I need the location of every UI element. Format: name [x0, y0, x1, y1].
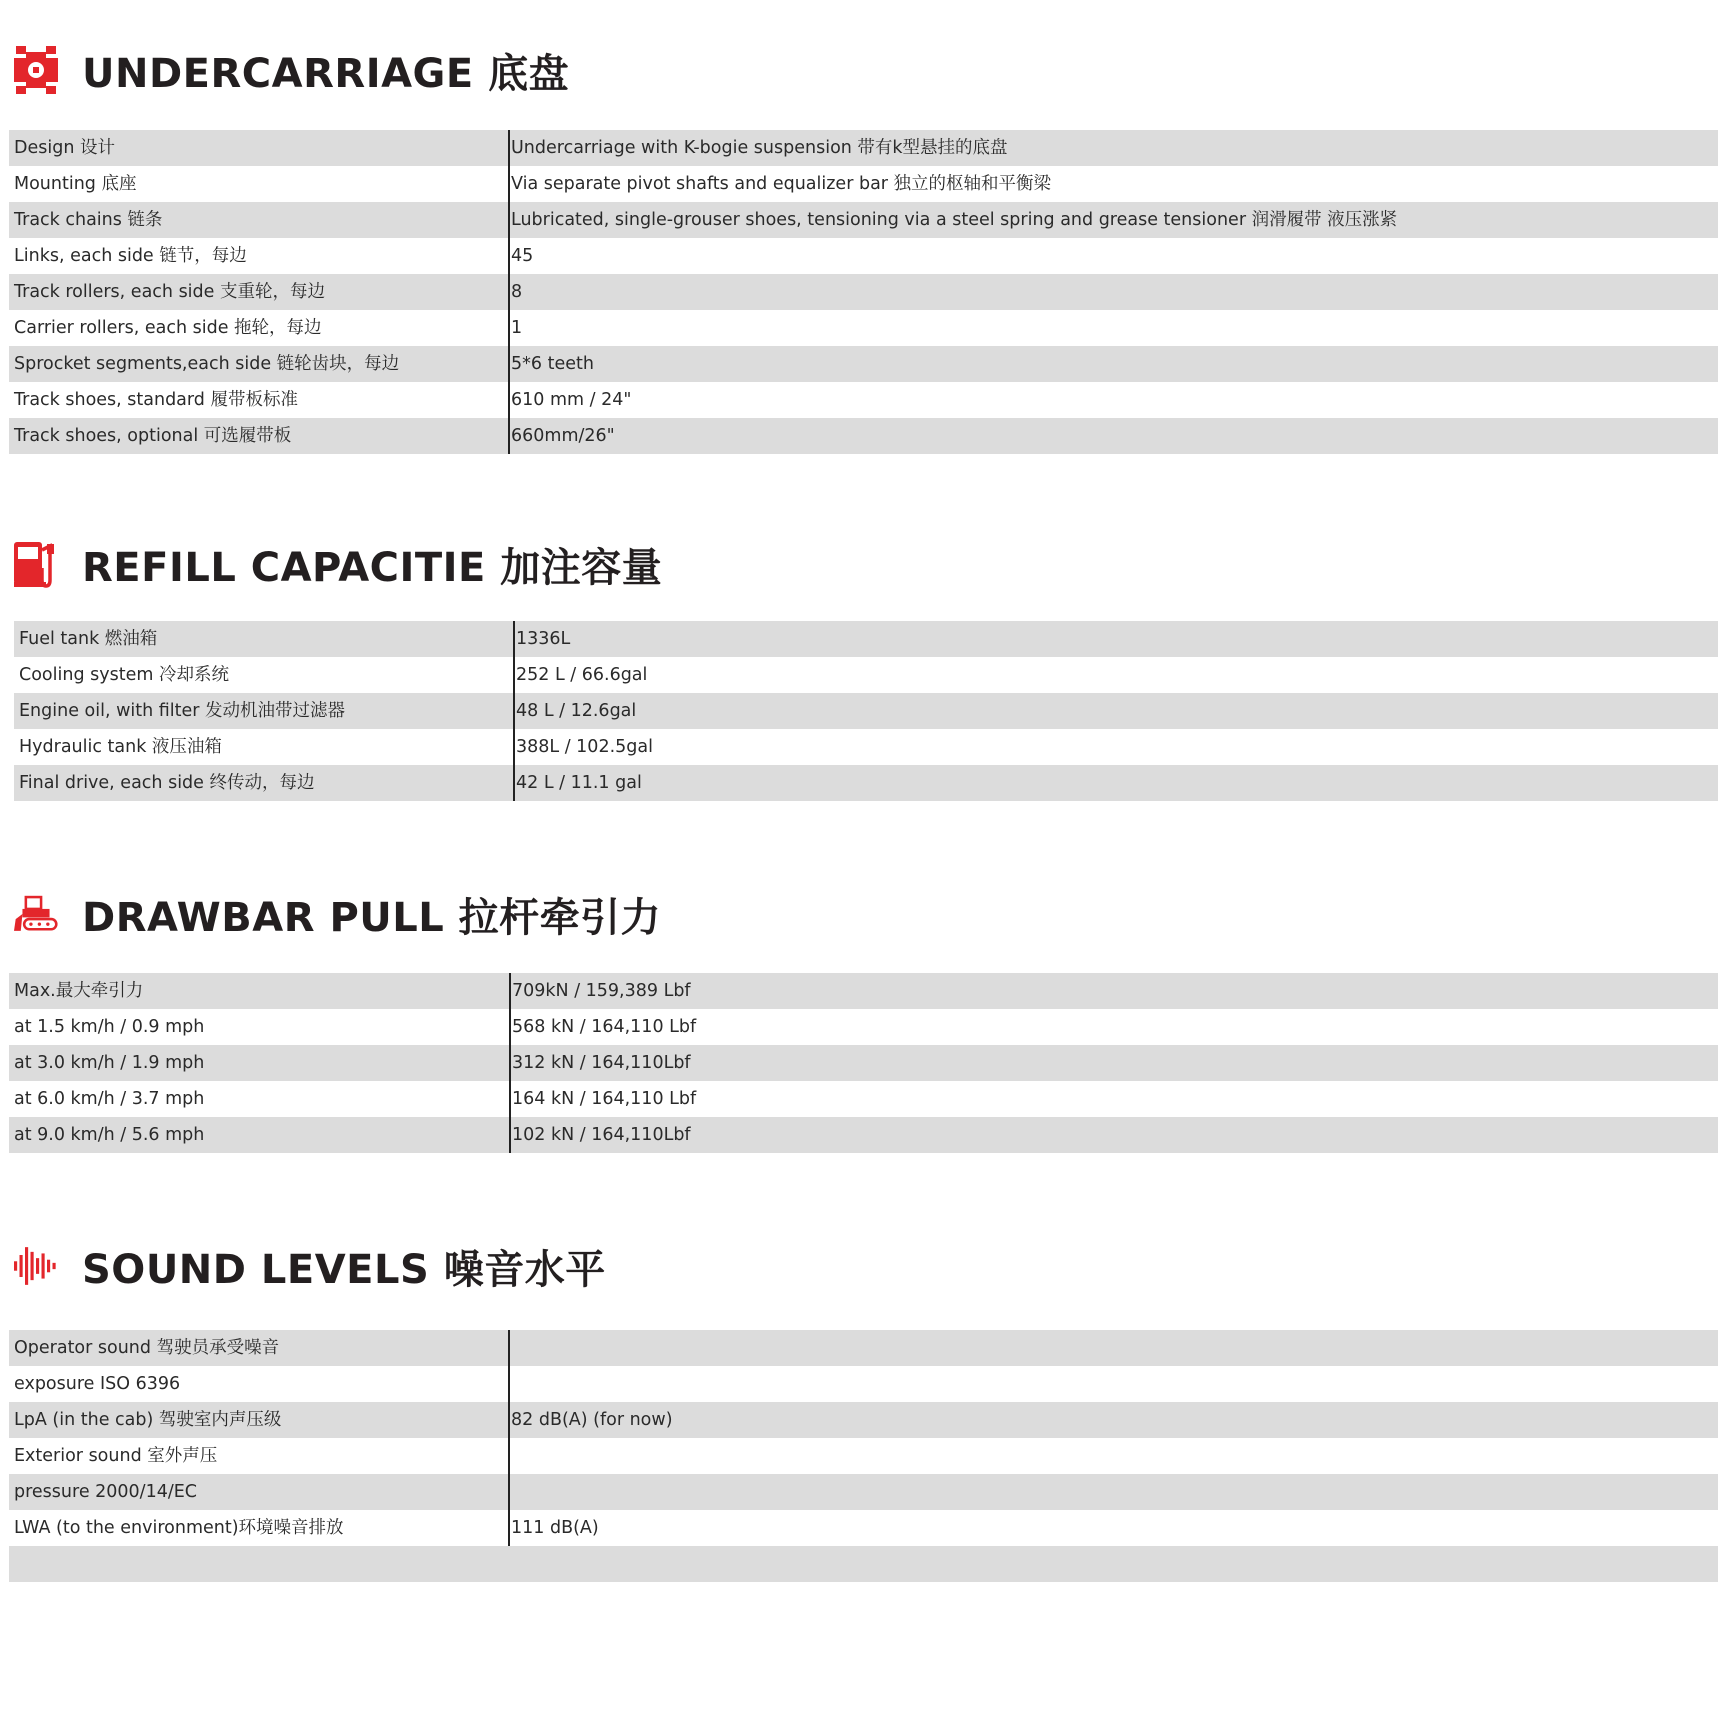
table-row [9, 1438, 1718, 1474]
row-label: Links, each side 链节，每边 [14, 246, 247, 266]
row-label: at 1.5 km/h / 0.9 mph [14, 1017, 205, 1037]
table-row [14, 729, 1718, 765]
row-label: Exterior sound 室外声压 [14, 1446, 218, 1466]
row-label: Sprocket segments,each side 链轮齿块，每边 [14, 354, 400, 374]
row-value: 312 kN / 164,110Lbf [512, 1053, 691, 1073]
fuel-pump-icon [14, 538, 58, 590]
row-label: Mounting 底座 [14, 174, 137, 194]
row-label: Max.最大牵引力 [14, 981, 144, 1001]
table-row [9, 1510, 1718, 1546]
bulldozer-icon [14, 888, 58, 940]
table-row [9, 1474, 1718, 1510]
row-value: 388L / 102.5gal [516, 737, 653, 757]
section-title-sound [14, 1238, 606, 1294]
row-label: Engine oil, with filter 发动机油带过滤器 [19, 701, 346, 721]
spec-table-drawbar [9, 973, 1718, 1153]
table-row [9, 202, 1718, 238]
table-row [9, 1366, 1718, 1402]
row-value: 660mm/26" [511, 426, 615, 446]
table-row [9, 418, 1718, 454]
row-label: pressure 2000/14/EC [14, 1482, 198, 1502]
sound-wave-icon [14, 1240, 58, 1292]
section-title-drawbar [14, 886, 661, 942]
row-value: 111 dB(A) [511, 1518, 599, 1538]
row-value: 45 [511, 246, 534, 266]
spec-table-refill [14, 621, 1718, 801]
table-row [9, 1081, 1718, 1117]
section-heading: SOUND LEVELS 噪音水平 [82, 1246, 606, 1293]
row-label: Final drive, each side 终传动，每边 [19, 773, 315, 793]
column-divider [508, 1330, 510, 1546]
table-row [9, 1045, 1718, 1081]
row-value: 709kN / 159,389 Lbf [512, 981, 691, 1001]
row-label: Track shoes, standard 履带板标准 [14, 390, 298, 410]
table-row [14, 657, 1718, 693]
column-divider [509, 973, 511, 1153]
row-label: Track chains 链条 [14, 210, 163, 230]
table-row [14, 693, 1718, 729]
row-value: 164 kN / 164,110 Lbf [512, 1089, 697, 1109]
row-label: at 9.0 km/h / 5.6 mph [14, 1125, 205, 1145]
row-label: at 6.0 km/h / 3.7 mph [14, 1089, 205, 1109]
row-label: exposure ISO 6396 [14, 1374, 181, 1394]
table-row [9, 238, 1718, 274]
table-row [9, 346, 1718, 382]
row-label: Track rollers, each side 支重轮，每边 [14, 282, 325, 302]
table-row [9, 1402, 1718, 1438]
row-label: Track shoes, optional 可选履带板 [14, 426, 292, 446]
row-value: 568 kN / 164,110 Lbf [512, 1017, 697, 1037]
table-row [9, 166, 1718, 202]
row-value: 5*6 teeth [511, 354, 594, 374]
table-row [9, 973, 1718, 1009]
row-value: 48 L / 12.6gal [516, 701, 637, 721]
section-heading: DRAWBAR PULL 拉杆牵引力 [82, 894, 662, 941]
column-divider [513, 621, 515, 801]
row-value: 1336L [516, 629, 571, 649]
table-row [9, 1546, 1718, 1582]
section-heading: REFILL CAPACITIE 加注容量 [82, 544, 663, 591]
table-row [14, 621, 1718, 657]
table-row [9, 1009, 1718, 1045]
table-row [9, 1117, 1718, 1153]
row-value: 102 kN / 164,110Lbf [512, 1125, 691, 1145]
row-value: 610 mm / 24" [511, 390, 632, 410]
table-row [9, 310, 1718, 346]
table-row [9, 382, 1718, 418]
row-label: Fuel tank 燃油箱 [19, 629, 158, 649]
row-label: Carrier rollers, each side 拖轮，每边 [14, 318, 322, 338]
table-row [9, 1330, 1718, 1366]
row-label: Operator sound 驾驶员承受噪音 [14, 1338, 280, 1358]
row-value: 1 [511, 318, 523, 338]
undercarriage-icon [14, 44, 58, 96]
table-row [14, 765, 1718, 801]
row-label: Design 设计 [14, 138, 115, 158]
row-value: Lubricated, single-grouser shoes, tensioning via a steel spring and grease tensioner 润滑履带 液压涨紧 [511, 210, 1398, 230]
row-value: 8 [511, 282, 523, 302]
row-label: Hydraulic tank 液压油箱 [19, 737, 222, 757]
row-value: 82 dB(A) (for now) [511, 1410, 673, 1430]
spec-table-undercarriage [9, 130, 1718, 454]
table-row [9, 274, 1718, 310]
spec-table-sound [9, 1330, 1718, 1582]
row-label: Cooling system 冷却系统 [19, 665, 229, 685]
section-heading: UNDERCARRIAGE 底盘 [82, 50, 570, 97]
row-label: at 3.0 km/h / 1.9 mph [14, 1053, 205, 1073]
section-title-refill [14, 536, 662, 592]
table-row [9, 130, 1718, 166]
row-value: 42 L / 11.1 gal [516, 773, 642, 793]
section-title-undercarriage [14, 42, 569, 98]
column-divider [508, 130, 510, 454]
row-value: Undercarriage with K-bogie suspension 带有k型悬挂的底盘 [511, 138, 1008, 158]
row-label: LWA (to the environment)环境噪音排放 [14, 1518, 344, 1538]
row-label: LpA (in the cab) 驾驶室内声压级 [14, 1410, 282, 1430]
row-value: 252 L / 66.6gal [516, 665, 648, 685]
row-value: Via separate pivot shafts and equalizer bar 独立的枢轴和平衡梁 [511, 174, 1052, 194]
